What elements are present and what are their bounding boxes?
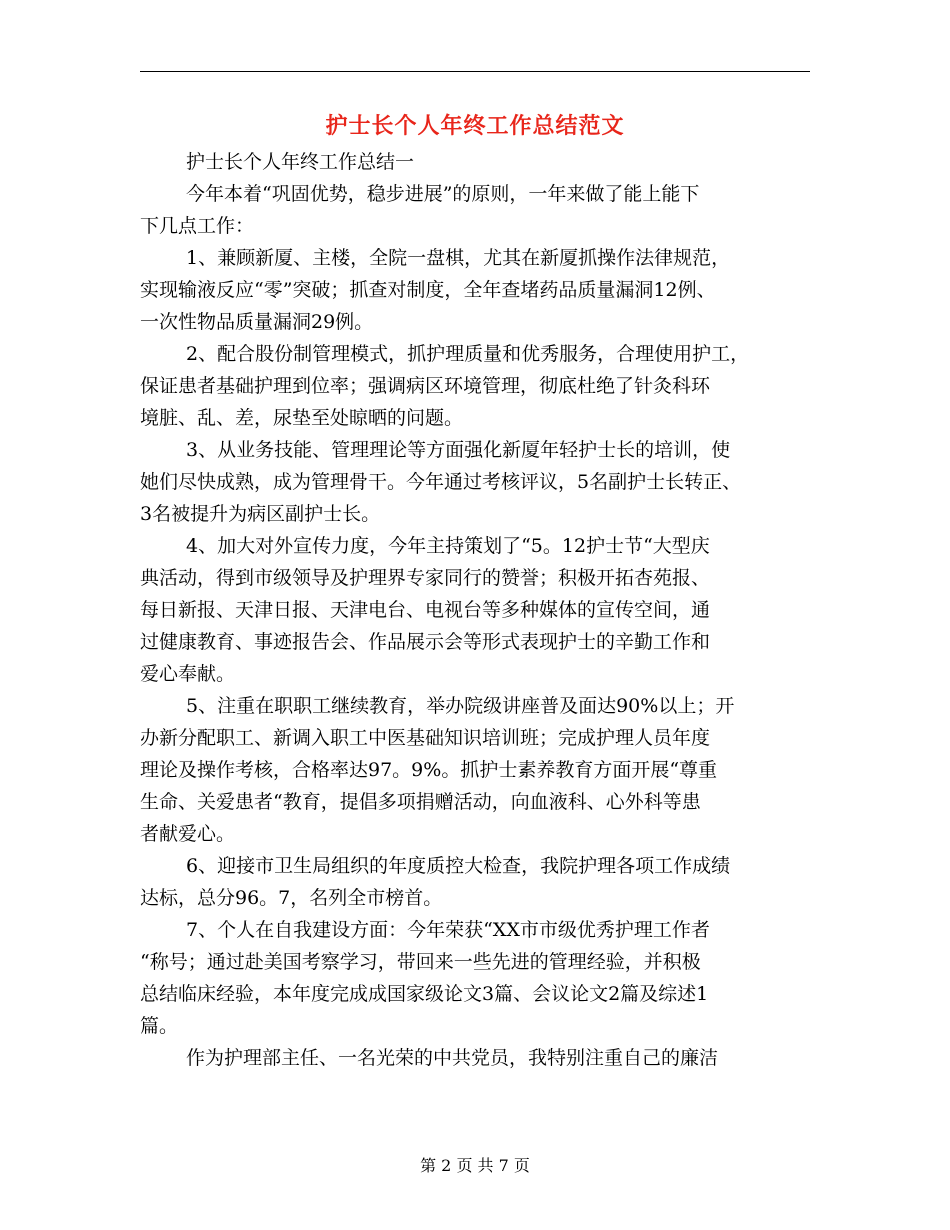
paragraph-item-4 bbox=[140, 530, 810, 690]
text-line: 6、迎接市卫生局组织的年度质控大检查，我院护理各项工作成绩 bbox=[186, 855, 731, 877]
text-line: 者献爱心。 bbox=[140, 823, 236, 845]
text-line: 一次性物品质量漏洞29例。 bbox=[140, 311, 374, 333]
text-line: 过健康教育、事迹报告会、作品展示会等形式表现护士的辛勤工作和 bbox=[140, 631, 711, 653]
text-line: 作为护理部主任、一名光荣的中共党员，我特别注重自己的廉洁 bbox=[186, 1047, 719, 1069]
text-line: 境脏、乱、差，尿垫至处晾晒的问题。 bbox=[140, 407, 464, 429]
text-line: 总结临床经验，本年度完成成国家级论文3篇、会议论文2篇及综述1 bbox=[140, 983, 709, 1005]
text-line: 典活动，得到市级领导及护理界专家同行的赞誉；积极开拓杏苑报、 bbox=[140, 567, 711, 589]
paragraph-item-7 bbox=[140, 914, 810, 1042]
text-line: 篇。 bbox=[140, 1015, 179, 1037]
paragraph-item-3 bbox=[140, 434, 810, 530]
paragraph-intro bbox=[140, 178, 810, 242]
text-line: 3、从业务技能、管理理论等方面强化新厦年轻护士长的培训，使 bbox=[186, 439, 731, 461]
paragraph-item-1 bbox=[140, 242, 810, 338]
paragraph-closing bbox=[140, 1042, 810, 1074]
text-line: 理论及操作考核，合格率达97。9%。抓护士素养教育方面开展“尊重 bbox=[140, 759, 718, 781]
paragraph-item-2 bbox=[140, 338, 810, 434]
text-line: 1、兼顾新厦、主楼，全院一盘棋，尤其在新厦抓操作法律规范， bbox=[186, 247, 731, 269]
text-line: 7、个人在自我建设方面：今年荣获“XX市市级优秀护理工作者 bbox=[186, 919, 710, 941]
paragraph-subtitle bbox=[140, 146, 810, 178]
text-line: 生命、关爱患者“教育，提倡多项捐赠活动，向血液科、心外科等患 bbox=[140, 791, 701, 813]
page-number: 第 2 页 共 7 页 bbox=[420, 1156, 530, 1175]
text-line: 办新分配职工、新调入职工中医基础知识培训班；完成护理人员年度 bbox=[140, 727, 711, 749]
text-line: 保证患者基础护理到位率；强调病区环境管理，彻底杜绝了针灸科环 bbox=[140, 375, 711, 397]
document-title: 护士长个人年终工作总结范文 bbox=[325, 113, 625, 139]
text-line: 今年本着“巩固优势，稳步进展”的原则，一年来做了能上能下 bbox=[186, 183, 700, 205]
text-line: 3名被提升为病区副护士长。 bbox=[140, 503, 381, 525]
paragraph-item-5 bbox=[140, 690, 810, 850]
text-line: 护士长个人年终工作总结一 bbox=[186, 151, 415, 173]
text-line: 2、配合股份制管理模式，抓护理质量和优秀服务，合理使用护工， bbox=[186, 343, 750, 365]
header-rule bbox=[140, 71, 810, 72]
text-line: 达标，总分96。7，名列全市榜首。 bbox=[140, 887, 443, 909]
text-line: 每日新报、天津日报、天津电台、电视台等多种媒体的宣传空间，通 bbox=[140, 599, 711, 621]
text-line: 她们尽快成熟，成为管理骨干。今年通过考核评议，5名副护士长转正、 bbox=[140, 471, 742, 493]
text-line: 下几点工作： bbox=[140, 215, 255, 237]
text-line: 实现输液反应“零”突破；抓查对制度，全年查堵药品质量漏洞12例、 bbox=[140, 279, 716, 301]
paragraph-item-6 bbox=[140, 850, 810, 914]
document-body bbox=[140, 146, 810, 1074]
text-line: “称号；通过赴美国考察学习，带回来一些先进的管理经验，并积极 bbox=[140, 951, 701, 973]
text-line: 5、注重在职职工继续教育，举办院级讲座普及面达90%以上；开 bbox=[186, 695, 735, 717]
text-line: 爱心奉献。 bbox=[140, 663, 236, 685]
text-line: 4、加大对外宣传力度，今年主持策划了“5。12护士节“大型庆 bbox=[186, 535, 710, 557]
